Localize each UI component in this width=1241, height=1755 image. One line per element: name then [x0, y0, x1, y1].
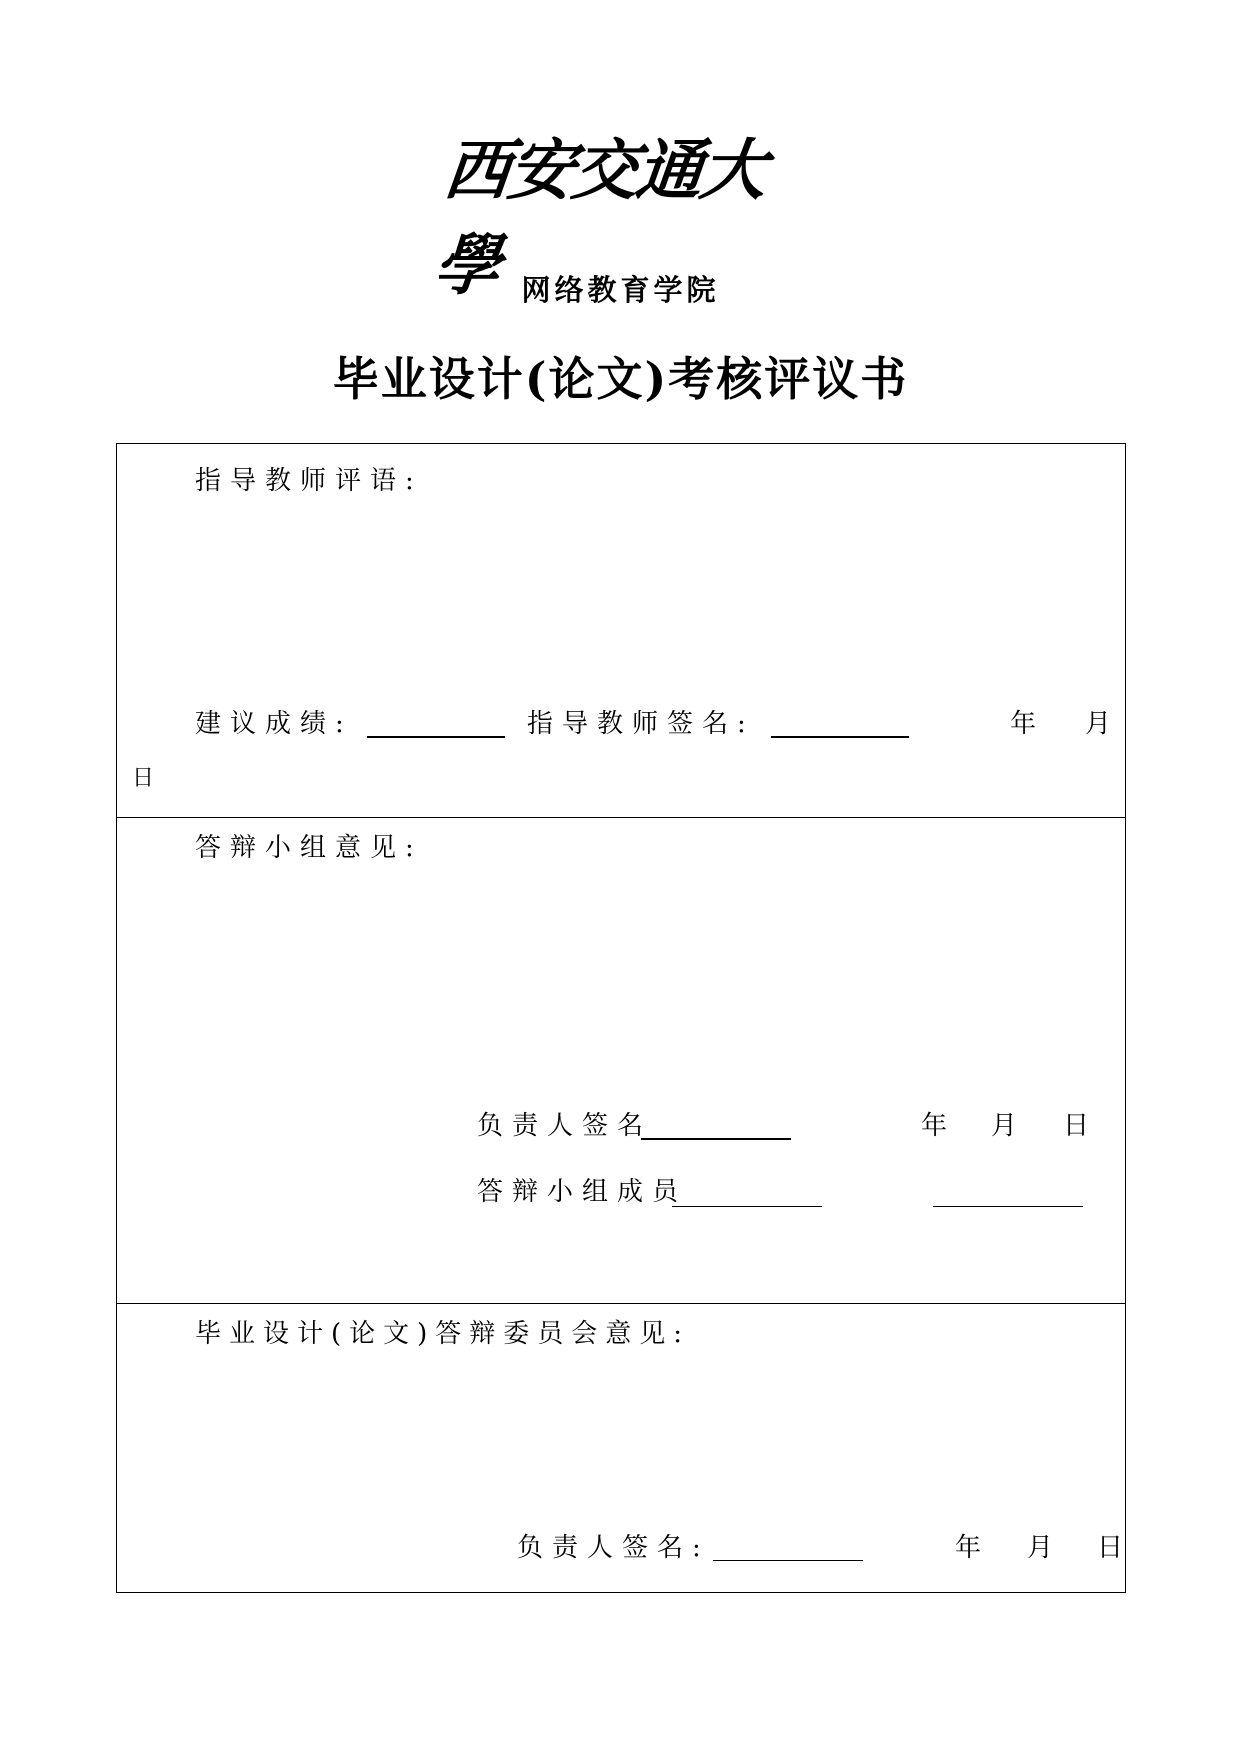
- advisor-comments-heading: 指导教师评语:: [195, 466, 423, 496]
- suggested-grade-label: 建议成绩:: [195, 709, 353, 739]
- college-name: 网络教育学院: [521, 273, 720, 307]
- date-year-label: 年: [955, 1533, 982, 1563]
- university-logo: 西安交通大學: [430, 131, 769, 304]
- committee-leader-signature-label: 负责人签名:: [517, 1533, 710, 1563]
- evaluation-form: [116, 443, 1126, 1593]
- defense-group-section: [117, 817, 1125, 1304]
- advisor-signature-label: 指导教师签名:: [527, 709, 755, 739]
- date-month-label: 月: [1027, 1533, 1054, 1563]
- group-members-label: 答辩小组成员: [477, 1177, 688, 1207]
- committee-leader-signature-field[interactable]: [713, 1560, 863, 1561]
- advisor-comments-section: [117, 444, 1125, 818]
- advisor-signature-field[interactable]: [771, 736, 909, 738]
- date-month-label: 月: [991, 1111, 1018, 1141]
- date-day-label: 日: [1063, 1111, 1090, 1141]
- defense-group-heading: 答辩小组意见:: [195, 833, 423, 863]
- group-leader-signature-label: 负责人签名: [477, 1111, 653, 1141]
- date-year-label: 年: [1010, 709, 1037, 739]
- page-title: 毕业设计(论文)考核评议书: [332, 352, 909, 406]
- defense-committee-section: [117, 1303, 1125, 1592]
- date-year-label: 年: [921, 1111, 948, 1141]
- group-leader-signature-field[interactable]: [641, 1138, 791, 1140]
- date-day-label: 日: [1097, 1533, 1124, 1563]
- date-month-label: 月: [1085, 709, 1112, 739]
- defense-committee-heading: 毕业设计(论文)答辩委员会意见:: [195, 1319, 691, 1349]
- group-member-field-2[interactable]: [933, 1206, 1083, 1207]
- group-member-field-1[interactable]: [672, 1206, 822, 1207]
- suggested-grade-field[interactable]: [367, 736, 505, 738]
- date-day-label: 日: [132, 766, 155, 791]
